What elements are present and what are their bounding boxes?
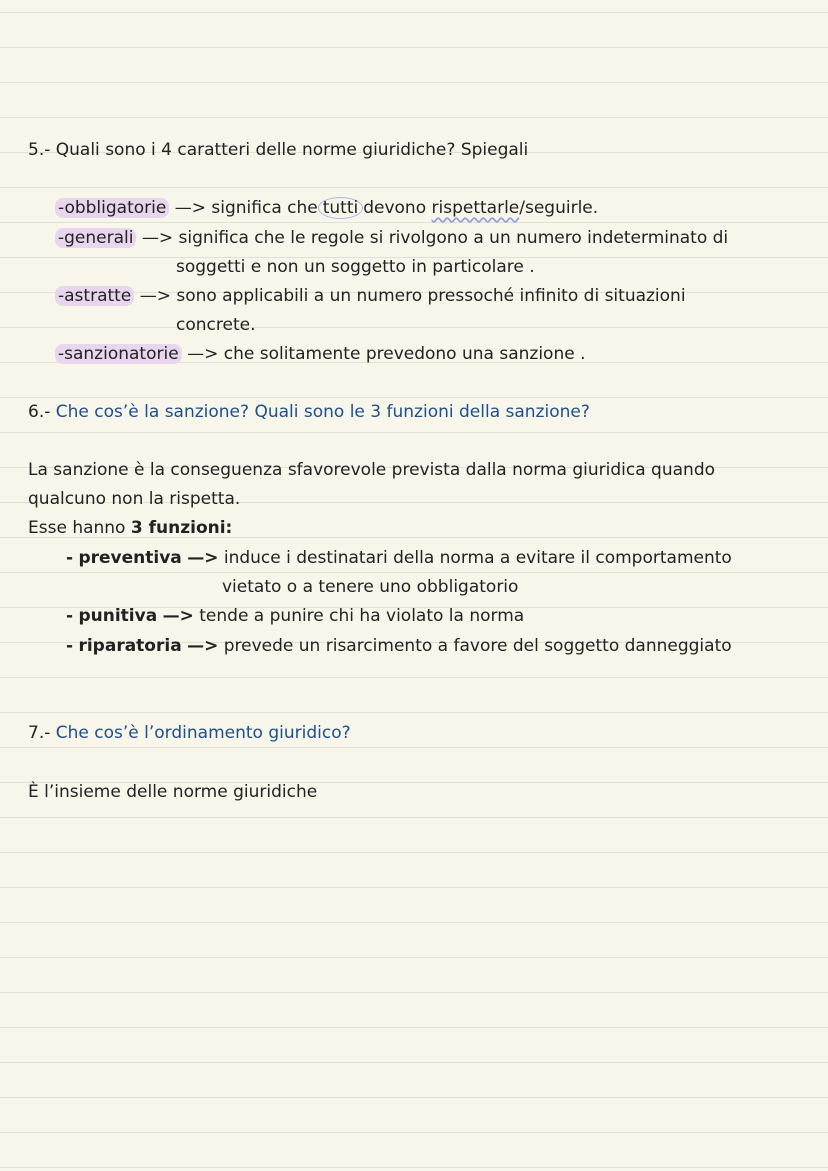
question-5: 5.- Quali sono i 4 caratteri delle norme giuridiche? Spiegali xyxy=(28,140,529,160)
answer-6-line3: Esse hanno 3 funzioni: xyxy=(28,518,233,538)
question-7: 7.- Che cos’è l’ordinamento giuridico? xyxy=(28,723,351,743)
answer-7: È l’insieme delle norme giuridiche xyxy=(28,782,318,802)
trait-astratte-cont: concrete. xyxy=(176,315,256,335)
trait-astratte: -astratte —> sono applicabili a un numero pressoché infinito di situazioni xyxy=(58,285,686,307)
trait-generali-cont: soggetti e non un soggetto in particolare . xyxy=(176,257,535,277)
trait-generali: -generali —> significa che le regole si rivolgono a un numero indeterminato di xyxy=(58,227,728,249)
circled-word: tutti xyxy=(318,197,364,219)
function-preventiva: - preventiva —> induce i destinatari della norma a evitare il comportamento xyxy=(66,548,732,568)
answer-6-line2: qualcuno non la rispetta. xyxy=(28,489,241,509)
trait-obbligatorie: -obbligatorie —> significa che tutti devono rispettarle/seguirle. xyxy=(58,197,598,219)
question-6: 6.- Che cos’è la sanzione? Quali sono le 3 funzioni della sanzione? xyxy=(28,402,590,422)
trait-sanzionatorie: -sanzionatorie —> che solitamente prevedono una sanzione . xyxy=(58,343,586,365)
answer-6-line1: La sanzione è la conseguenza sfavorevole prevista dalla norma giuridica quando xyxy=(28,460,716,480)
underlined-word: rispettarle xyxy=(431,198,520,218)
function-preventiva-cont: vietato o a tenere uno obbligatorio xyxy=(222,577,519,597)
function-punitiva: - punitiva —> tende a punire chi ha violato la norma xyxy=(66,606,525,626)
function-riparatoria: - riparatoria —> prevede un risarcimento a favore del soggetto danneggiato xyxy=(66,636,732,656)
